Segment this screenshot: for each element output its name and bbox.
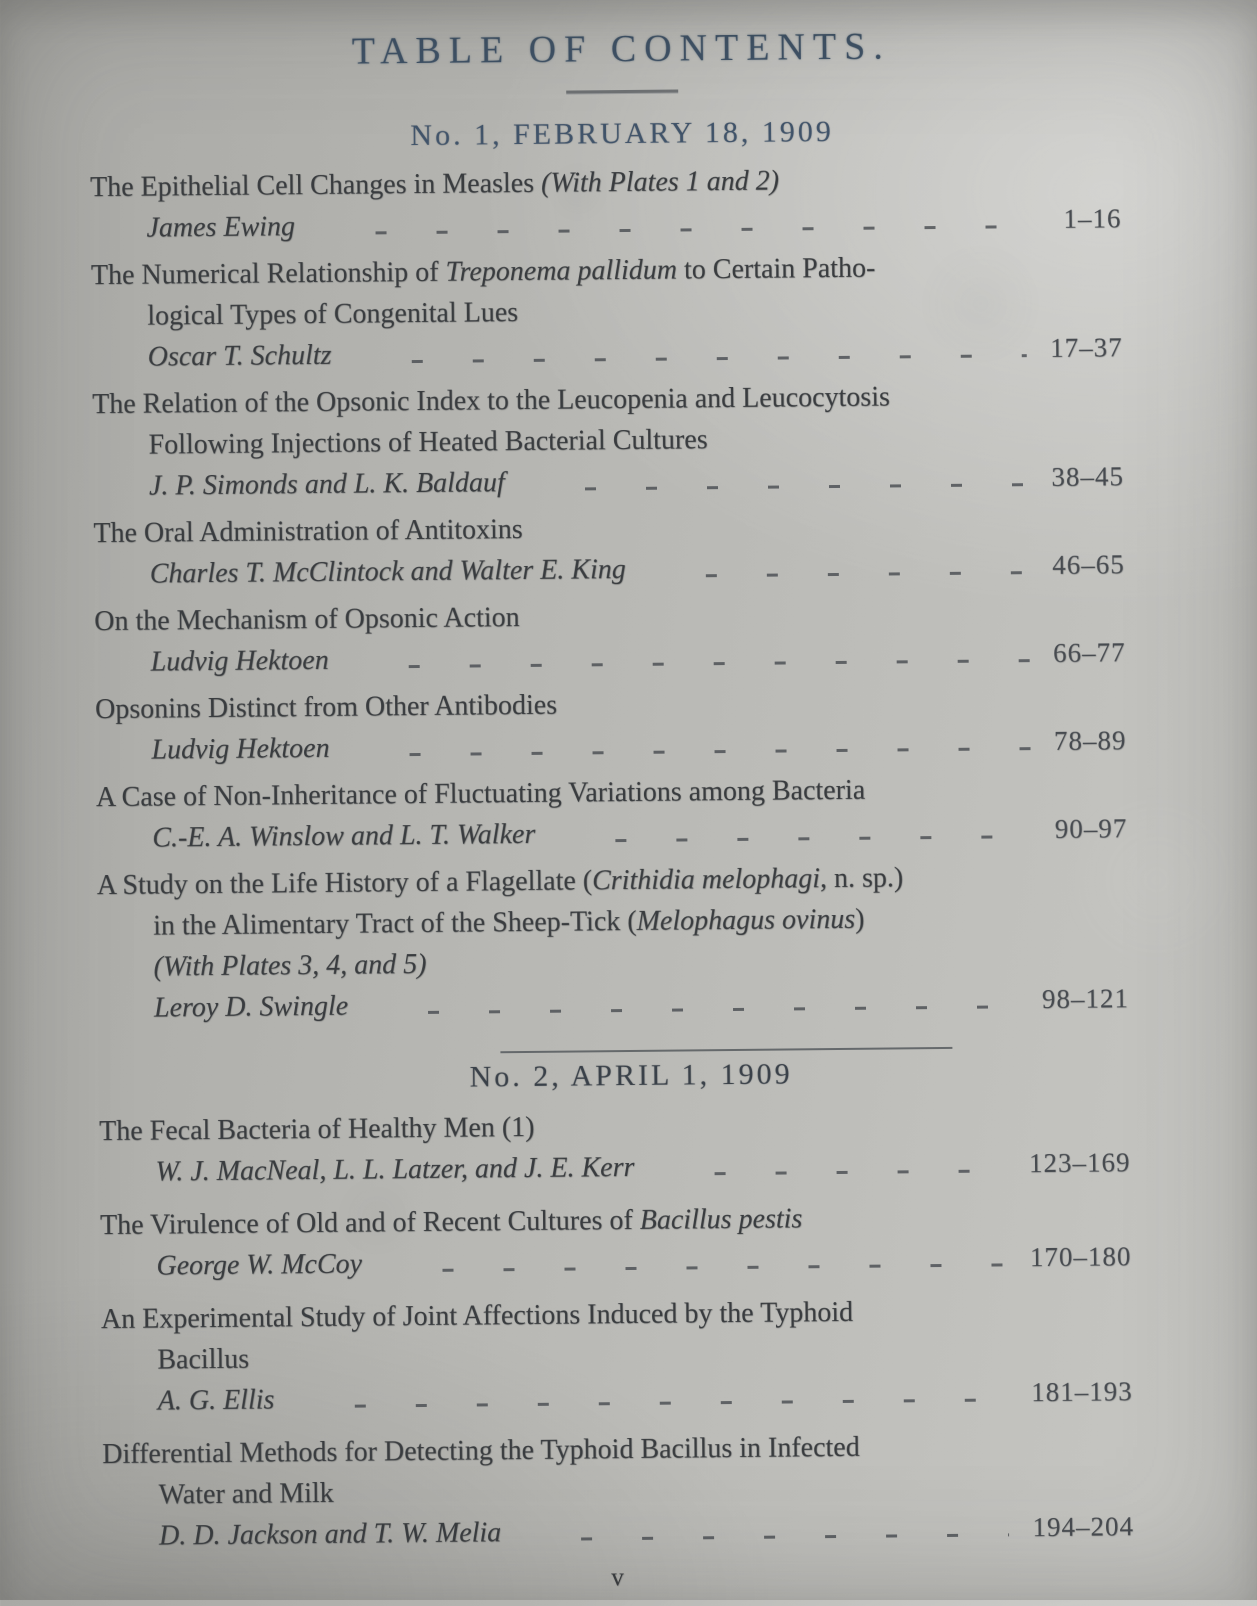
entry-author-row bbox=[99, 1142, 1130, 1193]
dash-leader bbox=[360, 747, 1030, 756]
dash-leader bbox=[362, 354, 1027, 363]
toc-entry bbox=[92, 374, 1124, 507]
section-heading: No. 1, FEBRUARY 18, 1909 bbox=[410, 114, 834, 153]
dash-leader bbox=[531, 1533, 1008, 1541]
entry-title-text: A Case of Non-Inheritance of Fluctuating Variations among Bacteria bbox=[95, 774, 866, 814]
entry-author: J. P. Simonds and L. K. Baldauf bbox=[148, 467, 505, 502]
dash-leader bbox=[565, 835, 1031, 842]
dash-leader bbox=[304, 1398, 1007, 1408]
entry-page-range: 123–169 bbox=[1028, 1147, 1131, 1179]
entry-page-range: 38–45 bbox=[1051, 461, 1125, 492]
entry-title-italic-text: Bacillus pestis bbox=[639, 1203, 803, 1236]
entry-author-row bbox=[100, 1236, 1131, 1287]
section-heading: No. 2, APRIL 1, 1909 bbox=[469, 1057, 793, 1094]
entry-title-italic-text: Treponema pallidum bbox=[445, 254, 678, 288]
entry-page-range: 170–180 bbox=[1029, 1241, 1132, 1273]
page-title: TABLE OF CONTENTS. bbox=[351, 25, 891, 73]
section-divider-rule bbox=[500, 1047, 952, 1053]
toc-entry bbox=[94, 591, 1126, 683]
entry-title-text: Opsonins Distinct from Other Antibodies bbox=[94, 689, 558, 726]
entry-title-text: ) bbox=[855, 903, 865, 935]
toc-entry bbox=[95, 679, 1127, 771]
toc-entry bbox=[90, 157, 1122, 249]
entry-title-text: Bacillus bbox=[157, 1343, 250, 1376]
entry-author-row bbox=[102, 1371, 1133, 1422]
toc-entry bbox=[91, 245, 1123, 378]
entry-author-row bbox=[98, 978, 1129, 1029]
dash-leader bbox=[535, 483, 1028, 491]
toc-section-2 bbox=[2, 1044, 1257, 1558]
entry-author: James Ewing bbox=[146, 211, 296, 244]
toc-entries bbox=[0, 156, 1257, 1030]
entry-page-range: 66–77 bbox=[1052, 637, 1126, 668]
entry-page-range: 181–193 bbox=[1031, 1376, 1133, 1408]
dash-leader bbox=[359, 659, 1029, 668]
dash-leader bbox=[664, 1169, 1005, 1175]
entry-title-text: A Study on the Life History of a Flagellate ( bbox=[96, 865, 593, 902]
entry-page-range: 1–16 bbox=[1063, 203, 1122, 234]
entry-title-text: Differential Methods for Detecting the Typhoid Bacillus in Infected bbox=[102, 1431, 860, 1471]
entry-title-text: to Certain Patho- bbox=[676, 252, 876, 286]
entry-author: Ludvig Hektoen bbox=[151, 732, 330, 766]
entry-author-row bbox=[93, 456, 1124, 507]
entry-title-text: The Oral Administration of Antitoxins bbox=[93, 514, 523, 550]
entry-author: C.-E. A. Winslow and L. T. Walker bbox=[152, 818, 536, 854]
toc-entries bbox=[3, 1100, 1257, 1558]
entry-title-text: On the Mechanism of Opsonic Action bbox=[94, 602, 520, 638]
entry-author-row bbox=[94, 544, 1125, 595]
toc-body bbox=[0, 112, 1257, 1558]
entry-page-range: 90–97 bbox=[1054, 813, 1128, 844]
toc-entry bbox=[100, 1195, 1132, 1287]
toc-entry bbox=[99, 1101, 1131, 1193]
entry-title-text: in the Alimentary Tract of the Sheep-Tick ( bbox=[153, 905, 637, 942]
footer-page-number: v bbox=[611, 1564, 624, 1591]
entry-title-text: , n. sp.) bbox=[819, 862, 904, 895]
entry-title-text: Water and Milk bbox=[158, 1477, 334, 1511]
entry-title-text: The Epithelial Cell Changes in Measles bbox=[89, 167, 542, 204]
entry-title-text: logical Types of Congenital Lues bbox=[147, 297, 519, 332]
toc-entry bbox=[97, 855, 1130, 1029]
dash-leader bbox=[325, 225, 1039, 235]
entry-title-italic-text: Crithidia melophagi bbox=[591, 863, 821, 897]
dash-leader bbox=[392, 1263, 1006, 1272]
entry-author-row bbox=[90, 198, 1121, 249]
entry-title-text: The Fecal Bacteria of Healthy Men (1) bbox=[99, 1111, 535, 1148]
title-divider-rule bbox=[566, 89, 678, 94]
entry-author: Leroy D. Swingle bbox=[153, 990, 349, 1024]
entry-author: A. G. Ellis bbox=[157, 1384, 275, 1417]
toc-entry bbox=[96, 767, 1128, 859]
dash-leader bbox=[656, 571, 1029, 578]
entry-page-range: 194–204 bbox=[1032, 1511, 1135, 1543]
entry-page-range: 78–89 bbox=[1053, 725, 1127, 756]
toc-entry bbox=[101, 1289, 1133, 1422]
entry-title-text: The Numerical Relationship of bbox=[90, 256, 446, 292]
toc-section-1 bbox=[0, 112, 1257, 1030]
entry-title-italic-text: Melophagus ovinus bbox=[636, 903, 856, 937]
entry-author-row bbox=[103, 1506, 1134, 1557]
entry-author: W. J. MacNeal, L. L. Latzer, and J. E. Kerr bbox=[155, 1151, 635, 1188]
entry-author-row bbox=[95, 720, 1126, 771]
entry-page-range: 46–65 bbox=[1052, 549, 1125, 580]
entry-author-row bbox=[94, 632, 1125, 683]
entry-author: George W. McCoy bbox=[156, 1248, 363, 1282]
entry-page-range: 98–121 bbox=[1041, 983, 1130, 1015]
entry-title-text: Following Injections of Heated Bacterial Cultures bbox=[148, 424, 708, 461]
entry-title-text: The Virulence of Old and of Recent Cultures of bbox=[99, 1204, 640, 1242]
entry-title-text: An Experimental Study of Joint Affections Induced by the Typhoid bbox=[100, 1296, 854, 1336]
dash-leader bbox=[378, 1005, 1018, 1014]
toc-entry bbox=[93, 503, 1125, 595]
entry-author: Charles T. McClintock and Walter E. King bbox=[149, 554, 626, 590]
entry-title-italic-text: (With Plates 3, 4, and 5) bbox=[153, 948, 427, 983]
entry-author: Ludvig Hektoen bbox=[150, 644, 329, 678]
entry-author-row bbox=[92, 327, 1123, 378]
entry-author: D. D. Jackson and T. W. Melia bbox=[158, 1517, 502, 1552]
toc-entry bbox=[102, 1424, 1134, 1557]
entry-author-row bbox=[96, 808, 1127, 859]
entry-author: Oscar T. Schultz bbox=[147, 339, 332, 373]
entry-title-italic-text: (With Plates 1 and 2) bbox=[540, 165, 780, 199]
entry-title-text: The Relation of the Opsonic Index to the Leucopenia and Leucocytosis bbox=[92, 381, 891, 421]
entry-page-range: 17–37 bbox=[1050, 332, 1123, 363]
